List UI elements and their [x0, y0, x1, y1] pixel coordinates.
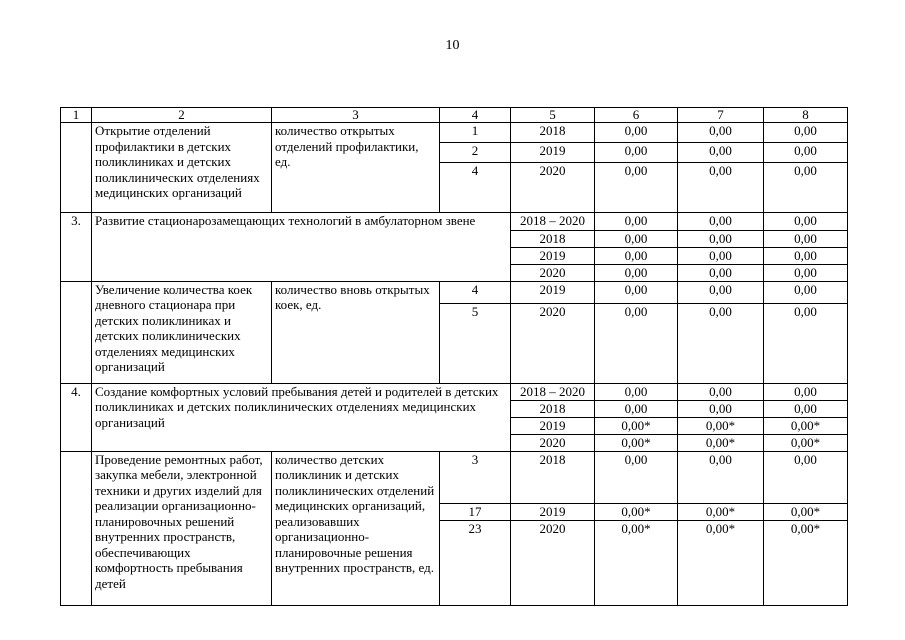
value-cell: 0,00	[678, 264, 764, 281]
target-value-cell: 2	[440, 143, 511, 163]
value-cell: 0,00	[678, 230, 764, 247]
value-cell: 0,00*	[764, 417, 848, 434]
value-cell: 0,00	[764, 247, 848, 264]
value-cell: 0,00	[595, 143, 678, 163]
year-cell: 2019	[511, 417, 595, 434]
value-cell: 0,00	[595, 230, 678, 247]
indicator-cell: количество вновь открытых коек, ед.	[272, 281, 440, 383]
value-cell: 0,00	[764, 400, 848, 417]
activity-cell: Увеличение количества коек дневного стационара при детских поликлиниках и детских поликлинических отделениях медицинских организаций	[92, 281, 272, 383]
target-value-cell: 5	[440, 304, 511, 383]
value-cell: 0,00	[764, 304, 848, 383]
value-cell: 0,00*	[595, 504, 678, 521]
value-cell: 0,00*	[764, 521, 848, 606]
value-cell: 0,00	[678, 281, 764, 303]
header-cell: 1	[61, 108, 92, 123]
value-cell: 0,00	[595, 304, 678, 383]
value-cell: 0,00*	[764, 434, 848, 451]
value-cell: 0,00	[595, 163, 678, 212]
value-cell: 0,00	[678, 304, 764, 383]
value-cell: 0,00	[764, 264, 848, 281]
year-cell: 2018	[511, 400, 595, 417]
indicator-cell: количество детских поликлиник и детских поликлинических отделений медицинских организаций, реализовавших организационно-планировочные решения внутренних пространств, ед.	[272, 451, 440, 605]
year-cell: 2020	[511, 304, 595, 383]
value-cell: 0,00	[764, 230, 848, 247]
table-row	[61, 451, 848, 503]
section-row	[61, 383, 848, 400]
target-value-cell: 3	[440, 451, 511, 503]
year-cell: 2019	[511, 281, 595, 303]
value-cell: 0,00	[595, 264, 678, 281]
value-cell: 0,00*	[678, 434, 764, 451]
number-cell	[61, 281, 92, 383]
value-cell: 0,00*	[595, 521, 678, 606]
value-cell: 0,00*	[678, 417, 764, 434]
number-cell	[61, 123, 92, 213]
section-title: Создание комфортных условий пребывания детей и родителей в детских поликлиниках и детских поликлинических отделениях медицинских организаций	[92, 383, 511, 451]
header-cell: 8	[764, 108, 848, 123]
year-cell: 2018 – 2020	[511, 383, 595, 400]
target-value-cell: 1	[440, 123, 511, 143]
header-cell: 5	[511, 108, 595, 123]
header-cell: 3	[272, 108, 440, 123]
header-cell: 7	[678, 108, 764, 123]
table-row	[61, 123, 848, 143]
value-cell: 0,00	[678, 451, 764, 503]
value-cell: 0,00	[595, 400, 678, 417]
year-cell: 2018	[511, 451, 595, 503]
value-cell: 0,00	[678, 163, 764, 212]
year-cell: 2020	[511, 521, 595, 606]
header-cell: 2	[92, 108, 272, 123]
year-cell: 2018 – 2020	[511, 212, 595, 230]
section-number: 3.	[61, 212, 92, 281]
value-cell: 0,00	[678, 123, 764, 143]
value-cell: 0,00	[678, 143, 764, 163]
value-cell: 0,00	[595, 123, 678, 143]
section-number: 4.	[61, 383, 92, 451]
year-cell: 2019	[511, 504, 595, 521]
target-value-cell: 23	[440, 521, 511, 606]
activity-cell: Открытие отделений профилактики в детских поликлиниках и детских поликлинических отделениях медицинских организаций	[92, 123, 272, 213]
year-cell: 2020	[511, 434, 595, 451]
section-row	[61, 212, 848, 230]
year-cell: 2019	[511, 143, 595, 163]
value-cell: 0,00	[764, 281, 848, 303]
page-number: 10	[445, 38, 460, 53]
year-cell: 2020	[511, 163, 595, 212]
number-cell	[61, 451, 92, 605]
header-cell: 4	[440, 108, 511, 123]
year-cell: 2019	[511, 247, 595, 264]
target-value-cell: 17	[440, 504, 511, 521]
value-cell: 0,00	[764, 123, 848, 143]
value-cell: 0,00	[595, 212, 678, 230]
target-value-cell: 4	[440, 163, 511, 212]
value-cell: 0,00	[595, 281, 678, 303]
value-cell: 0,00	[678, 383, 764, 400]
value-cell: 0,00	[678, 400, 764, 417]
value-cell: 0,00*	[595, 417, 678, 434]
value-cell: 0,00	[678, 212, 764, 230]
table-row	[61, 281, 848, 303]
value-cell: 0,00	[764, 212, 848, 230]
value-cell: 0,00	[764, 163, 848, 212]
header-cell: 6	[595, 108, 678, 123]
target-value-cell: 4	[440, 281, 511, 303]
value-cell: 0,00*	[678, 504, 764, 521]
value-cell: 0,00*	[678, 521, 764, 606]
header-row	[61, 108, 848, 123]
indicator-cell: количество открытых отделений профилактики, ед.	[272, 123, 440, 213]
program-table	[60, 107, 848, 606]
value-cell: 0,00	[595, 247, 678, 264]
value-cell: 0,00	[595, 451, 678, 503]
value-cell: 0,00	[595, 383, 678, 400]
value-cell: 0,00	[764, 383, 848, 400]
value-cell: 0,00	[678, 247, 764, 264]
year-cell: 2018	[511, 230, 595, 247]
value-cell: 0,00*	[764, 504, 848, 521]
year-cell: 2020	[511, 264, 595, 281]
year-cell: 2018	[511, 123, 595, 143]
value-cell: 0,00*	[595, 434, 678, 451]
value-cell: 0,00	[764, 143, 848, 163]
section-title: Развитие стационарозамещающих технологий в амбулаторном звене	[92, 212, 511, 281]
activity-cell: Проведение ремонтных работ, закупка мебели, электронной техники и других изделий для реализации организационно-планировочных решений внутренних пространств, обеспечивающих комфортность пребывания детей	[92, 451, 272, 605]
value-cell: 0,00	[764, 451, 848, 503]
